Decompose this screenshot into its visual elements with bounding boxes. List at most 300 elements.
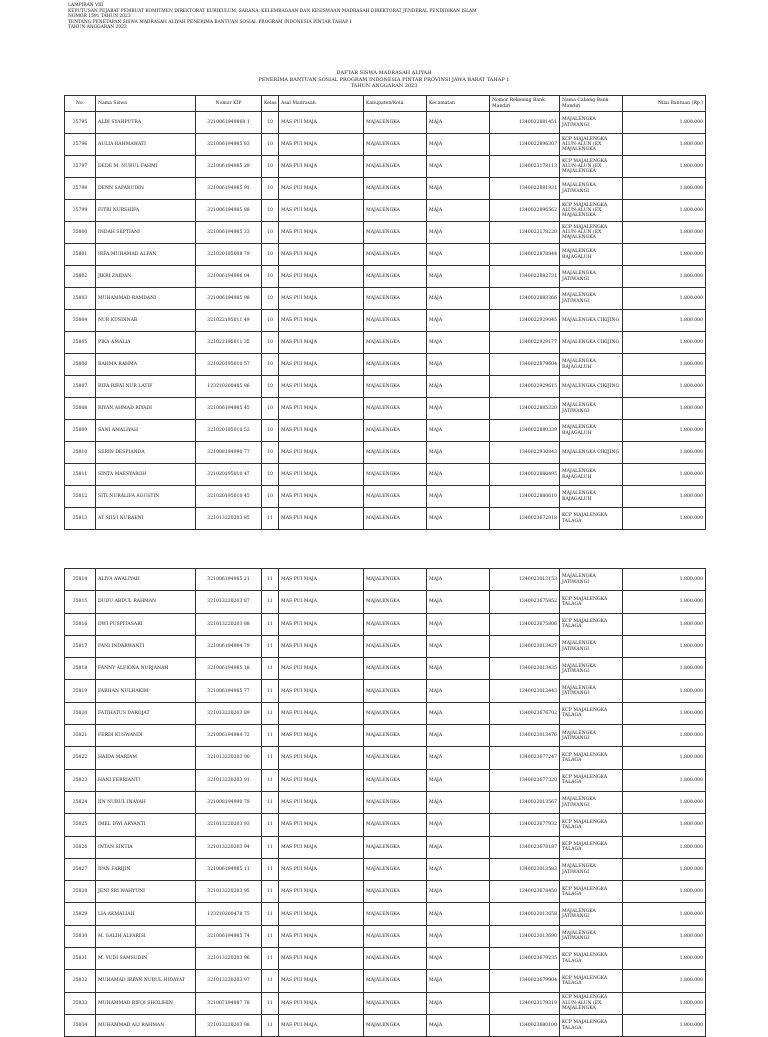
cell-nilai: 1.800.000 <box>623 769 706 791</box>
cell-no: 35817 <box>65 635 96 657</box>
cell-no: 35814 <box>65 569 96 591</box>
cell-kec: MAJA <box>427 948 490 970</box>
cell-madrasah: MAS PUI MAJA <box>279 112 364 134</box>
table-row <box>65 569 706 591</box>
cell-kec: MAJA <box>427 442 490 464</box>
table-row <box>65 200 706 222</box>
table-row <box>65 266 706 288</box>
cell-no: 35819 <box>65 680 96 702</box>
cell-cabang: MAJALENGKA RAJAGALUH <box>560 420 623 442</box>
col-kec-header: Kecamatan <box>427 96 490 112</box>
cell-kec: MAJA <box>427 420 490 442</box>
cell-kab: MAJALENGKA <box>364 858 427 880</box>
cell-nama: PIKA AMALIA <box>96 332 196 354</box>
cell-no: 35812 <box>65 486 96 508</box>
cell-kec: MAJA <box>427 791 490 813</box>
cell-kec: MAJA <box>427 747 490 769</box>
cell-kelas: 11 <box>262 569 279 591</box>
cell-kip: 321008194990 79 <box>196 791 262 813</box>
cell-kip: 321013220203 88 <box>196 613 262 635</box>
cell-rek: 1340023676702 <box>490 702 560 724</box>
cell-kec: MAJA <box>427 134 490 156</box>
cell-kab: MAJALENGKA <box>364 134 427 156</box>
cell-madrasah: MAS PUI MAJA <box>279 992 364 1014</box>
cell-kip: 321006194986 04 <box>196 266 262 288</box>
table-row <box>65 442 706 464</box>
cell-cabang: MAJALENGKA CIKIJING <box>560 332 623 354</box>
cell-nama: MUHAMMAD RAMDANI <box>96 288 196 310</box>
cell-rek: 1340022880495 <box>490 464 560 486</box>
cell-kab: MAJALENGKA <box>364 903 427 925</box>
cell-kip: 321020195010 47 <box>196 464 262 486</box>
cell-nama: DUDU ABDUL RAHMAN <box>96 591 196 613</box>
cell-madrasah: MAS PUI MAJA <box>279 903 364 925</box>
cell-kelas: 10 <box>262 112 279 134</box>
cell-nilai: 1.800.000 <box>623 858 706 880</box>
cell-kec: MAJA <box>427 992 490 1014</box>
cell-kab: MAJALENGKA <box>364 486 427 508</box>
cell-kab: MAJALENGKA <box>364 702 427 724</box>
cell-kelas: 11 <box>262 1014 279 1036</box>
cell-nama: HAIDA MARIAM <box>96 747 196 769</box>
cell-kip: 321006194985 98 <box>196 288 262 310</box>
cell-no: 35803 <box>65 288 96 310</box>
cell-kip: 321006194985 74 <box>196 925 262 947</box>
cell-nama: M. YUDI SAMSUDIN <box>96 948 196 970</box>
cell-no: 35830 <box>65 925 96 947</box>
table-row <box>65 791 706 813</box>
cell-kelas: 10 <box>262 222 279 244</box>
cell-nilai: 1.800.000 <box>623 222 706 244</box>
cell-kab: MAJALENGKA <box>364 508 427 530</box>
cell-kelas: 11 <box>262 680 279 702</box>
cell-no: 35798 <box>65 178 96 200</box>
cell-kab: MAJALENGKA <box>364 925 427 947</box>
table-row <box>65 464 706 486</box>
student-table-1 <box>64 95 706 530</box>
cell-kab: MAJALENGKA <box>364 200 427 222</box>
cell-kelas: 11 <box>262 747 279 769</box>
cell-madrasah: MAS PUI MAJA <box>279 747 364 769</box>
cell-no: 35824 <box>65 791 96 813</box>
cell-kip: 321006194985 21 <box>196 569 262 591</box>
cell-no: 35834 <box>65 1014 96 1036</box>
cell-rek: 1340022882731 <box>490 266 560 288</box>
cell-kec: MAJA <box>427 244 490 266</box>
cell-madrasah: MAS PUI MAJA <box>279 178 364 200</box>
cell-madrasah: MAS PUI MAJA <box>279 836 364 858</box>
cell-madrasah: MAS PUI MAJA <box>279 486 364 508</box>
table-row <box>65 858 706 880</box>
cell-nama: MUHAMMAD ALI RAHMAN <box>96 1014 196 1036</box>
cell-rek: 1340022878844 <box>490 244 560 266</box>
col-nama-header: Nama Siswa <box>96 96 196 112</box>
cell-kab: MAJALENGKA <box>364 970 427 992</box>
table-row <box>65 948 706 970</box>
cell-kip: 321013220203 93 <box>196 814 262 836</box>
cell-no: 35811 <box>65 464 96 486</box>
cell-kec: MAJA <box>427 881 490 903</box>
cell-madrasah: MAS PUI MAJA <box>279 948 364 970</box>
cell-kelas: 10 <box>262 464 279 486</box>
cell-kelas: 10 <box>262 178 279 200</box>
cell-rek: 1340022929177 <box>490 332 560 354</box>
cell-rek: 1340023013567 <box>490 791 560 813</box>
cell-nilai: 1.800.000 <box>623 1014 706 1036</box>
cell-madrasah: MAS PUI MAJA <box>279 156 364 178</box>
cell-kab: MAJALENGKA <box>364 635 427 657</box>
cell-kab: MAJALENGKA <box>364 266 427 288</box>
cell-kelas: 10 <box>262 244 279 266</box>
col-kab-header: Kabupaten/Kota <box>364 96 427 112</box>
table-row <box>65 725 706 747</box>
cell-cabang: MAJALENGKA JATIWANGI <box>560 112 623 134</box>
cell-no: 35813 <box>65 508 96 530</box>
cell-kec: MAJA <box>427 156 490 178</box>
cell-rek: 1340023677932 <box>490 814 560 836</box>
cell-kec: MAJA <box>427 508 490 530</box>
cell-kip: 321013220203 89 <box>196 702 262 724</box>
cell-cabang: MAJALENGKA RAJAGALUH <box>560 354 623 376</box>
cell-cabang: KCP MAJALENGKA ALUN-ALUN (EX MAJALENGKA <box>560 156 623 178</box>
cell-nama: ALDI SYAHPUTRA <box>96 112 196 134</box>
cell-kip: 321020195010 45 <box>196 486 262 508</box>
header-line: TAHUN ANGGARAN 2023 <box>68 25 127 31</box>
cell-kec: MAJA <box>427 486 490 508</box>
cell-kab: MAJALENGKA <box>364 376 427 398</box>
cell-kelas: 11 <box>262 858 279 880</box>
cell-nilai: 1.800.000 <box>623 508 706 530</box>
cell-madrasah: MAS PUI MAJA <box>279 769 364 791</box>
cell-nilai: 1.800.000 <box>623 569 706 591</box>
cell-kec: MAJA <box>427 903 490 925</box>
cell-no: 35829 <box>65 903 96 925</box>
cell-kip: 123210200485 86 <box>196 376 262 398</box>
cell-kab: MAJALENGKA <box>364 814 427 836</box>
header-line: TENTANG PENETAPAN SISWA MADRASAH ALIYAH PENERIMA BANTUAN SOSIAL PROGRAM INDONESIA PINTAR TAHAP 1 <box>68 19 353 25</box>
cell-nilai: 1.800.000 <box>623 112 706 134</box>
cell-kec: MAJA <box>427 288 490 310</box>
col-cabang-header: Nama Cabang Bank Mandiri <box>560 96 623 112</box>
cell-kab: MAJALENGKA <box>364 244 427 266</box>
cell-rek: 1340023679904 <box>490 970 560 992</box>
cell-nilai: 1.800.000 <box>623 814 706 836</box>
cell-kelas: 10 <box>262 266 279 288</box>
cell-kelas: 11 <box>262 635 279 657</box>
cell-rek: 1340022879604 <box>490 354 560 376</box>
table-row <box>65 992 706 1014</box>
cell-nilai: 1.800.000 <box>623 925 706 947</box>
cell-nilai: 1.800.000 <box>623 288 706 310</box>
cell-kab: MAJALENGKA <box>364 836 427 858</box>
cell-nama: HANI FEBRIANTI <box>96 769 196 791</box>
cell-kec: MAJA <box>427 658 490 680</box>
cell-nilai: 1.800.000 <box>623 486 706 508</box>
cell-kip: 321006194985 88 <box>196 200 262 222</box>
table-row <box>65 310 706 332</box>
cell-nilai: 1.800.000 <box>623 332 706 354</box>
cell-kab: MAJALENGKA <box>364 332 427 354</box>
cell-kip: 321013220203 87 <box>196 591 262 613</box>
cell-nilai: 1.800.000 <box>623 244 706 266</box>
cell-rek: 1340023013443 <box>490 680 560 702</box>
cell-kip: 321013220203 95 <box>196 881 262 903</box>
table-row <box>65 354 706 376</box>
cell-no: 35804 <box>65 310 96 332</box>
cell-kip: 321006194985 11 <box>196 858 262 880</box>
cell-kab: MAJALENGKA <box>364 725 427 747</box>
table-row <box>65 591 706 613</box>
cell-kab: MAJALENGKA <box>364 658 427 680</box>
cell-rek: 1340022880339 <box>490 420 560 442</box>
cell-kelas: 10 <box>262 288 279 310</box>
cell-nama: SERIN DESPIANDA <box>96 442 196 464</box>
cell-kelas: 10 <box>262 420 279 442</box>
cell-nama: NUR KUSDINAR <box>96 310 196 332</box>
cell-nama: DWI PUSPITASARI <box>96 613 196 635</box>
cell-nilai: 1.800.000 <box>623 881 706 903</box>
cell-madrasah: MAS PUI MAJA <box>279 702 364 724</box>
cell-nilai: 1.800.000 <box>623 310 706 332</box>
cell-cabang: KCP MAJALENGKA ALUN-ALUN (EX MAJALENGKA <box>560 134 623 156</box>
cell-kab: MAJALENGKA <box>364 569 427 591</box>
cell-kip: 321006194985 29 <box>196 156 262 178</box>
cell-cabang: KCP MAJALENGKA TALAGA <box>560 814 623 836</box>
cell-kec: MAJA <box>427 376 490 398</box>
table-row <box>65 112 706 134</box>
table-row <box>65 613 706 635</box>
cell-kip: 321006194985 77 <box>196 680 262 702</box>
cell-nilai: 1.800.000 <box>623 970 706 992</box>
cell-kab: MAJALENGKA <box>364 769 427 791</box>
header-line: LAMPIRAN VIII <box>68 3 104 8</box>
table-row <box>65 769 706 791</box>
cell-kab: MAJALENGKA <box>364 613 427 635</box>
cell-cabang: MAJALENGKA CIKIJING <box>560 376 623 398</box>
cell-cabang: MAJALENGKA CIKIJING <box>560 310 623 332</box>
cell-kelas: 11 <box>262 769 279 791</box>
cell-nilai: 1.800.000 <box>623 658 706 680</box>
cell-no: 35818 <box>65 658 96 680</box>
cell-no: 35809 <box>65 420 96 442</box>
cell-kec: MAJA <box>427 970 490 992</box>
cell-nama: M. GALIH ALFARISI <box>96 925 196 947</box>
cell-nama: FITRI NURSHIFA <box>96 200 196 222</box>
cell-kab: MAJALENGKA <box>364 442 427 464</box>
cell-madrasah: MAS PUI MAJA <box>279 970 364 992</box>
cell-kip: 321013220203 91 <box>196 769 262 791</box>
cell-nama: DEDE M. NURUL FAHMI <box>96 156 196 178</box>
cell-cabang: KCP MAJALENGKA TALAGA <box>560 508 623 530</box>
cell-cabang: MAJALENGKA JATIWANGI <box>560 569 623 591</box>
cell-nama: DENN SAPARUDIN <box>96 178 196 200</box>
cell-cabang: MAJALENGKA JATIWANGI <box>560 398 623 420</box>
table-row <box>65 398 706 420</box>
cell-kip: 321007194987 78 <box>196 992 262 1014</box>
cell-no: 35833 <box>65 992 96 1014</box>
cell-kip: 321013220203 94 <box>196 836 262 858</box>
cell-madrasah: MAS PUI MAJA <box>279 354 364 376</box>
cell-nama: FARHAN NULHAKIM <box>96 680 196 702</box>
cell-kec: MAJA <box>427 613 490 635</box>
cell-nilai: 1.800.000 <box>623 420 706 442</box>
cell-nilai: 1.800.000 <box>623 376 706 398</box>
cell-madrasah: MAS PUI MAJA <box>279 464 364 486</box>
cell-nama: LIA AKMALIAH <box>96 903 196 925</box>
cell-kip: 321022195011 49 <box>196 310 262 332</box>
cell-kec: MAJA <box>427 925 490 947</box>
cell-rek: 1340023013583 <box>490 858 560 880</box>
cell-cabang: KCP MAJALENGKA ALUN-ALUN (EX MAJALENGKA <box>560 992 623 1014</box>
cell-kec: MAJA <box>427 569 490 591</box>
col-kelas-header: Kelas <box>262 96 279 112</box>
cell-kelas: 11 <box>262 702 279 724</box>
cell-madrasah: MAS PUI MAJA <box>279 508 364 530</box>
cell-cabang: KCP MAJALENGKA TALAGA <box>560 836 623 858</box>
cell-kip: 123210200478 75 <box>196 903 262 925</box>
cell-kec: MAJA <box>427 222 490 244</box>
cell-nama: FERDI KUSWANDI <box>96 725 196 747</box>
cell-no: 35796 <box>65 134 96 156</box>
cell-madrasah: MAS PUI MAJA <box>279 244 364 266</box>
table-row <box>65 244 706 266</box>
cell-rek: 1340023178220 <box>490 222 560 244</box>
cell-no: 35826 <box>65 836 96 858</box>
table-row <box>65 836 706 858</box>
cell-cabang: MAJALENGKA JATIWANGI <box>560 635 623 657</box>
cell-nama: FANNY ALFIONA NURJANAH <box>96 658 196 680</box>
table-row <box>65 376 706 398</box>
cell-kelas: 10 <box>262 376 279 398</box>
cell-no: 35823 <box>65 769 96 791</box>
cell-nilai: 1.800.000 <box>623 725 706 747</box>
cell-rek: 1340023013476 <box>490 725 560 747</box>
cell-madrasah: MAS PUI MAJA <box>279 222 364 244</box>
cell-kec: MAJA <box>427 200 490 222</box>
table-row <box>65 814 706 836</box>
col-no-header: No. <box>65 96 96 112</box>
table-row <box>65 702 706 724</box>
header-line: KEPUTUSAN PEJABAT PEMBUAT KOMITMEN DIREKTORAT KURIKULUM, SARANA, KELEMBAGAAN DAN KESISWAAN MADRASAH DIREKTORAT JENDERAL PENDIDIKAN ISLAM <box>68 8 477 14</box>
cell-rek: 1340023677247 <box>490 747 560 769</box>
cell-kip: 321022195011 35 <box>196 332 262 354</box>
table-row <box>65 420 706 442</box>
cell-no: 35808 <box>65 398 96 420</box>
cell-kelas: 11 <box>262 992 279 1014</box>
cell-nilai: 1.800.000 <box>623 948 706 970</box>
cell-nama: JENI SRI WAHYUNI <box>96 881 196 903</box>
cell-nilai: 1.800.000 <box>623 178 706 200</box>
cell-kip: 321008194990 77 <box>196 442 262 464</box>
cell-no: 35827 <box>65 858 96 880</box>
cell-kelas: 11 <box>262 814 279 836</box>
cell-madrasah: MAS PUI MAJA <box>279 791 364 813</box>
cell-nama: JIKRI ZAIDAN <box>96 266 196 288</box>
cell-kab: MAJALENGKA <box>364 680 427 702</box>
cell-kelas: 11 <box>262 591 279 613</box>
cell-rek: 1340022881451 <box>490 112 560 134</box>
cell-no: 35801 <box>65 244 96 266</box>
table-row <box>65 925 706 947</box>
cell-cabang: KCP MAJALENGKA TALAGA <box>560 881 623 903</box>
cell-nama: FATIHATUS DAROJAT <box>96 702 196 724</box>
cell-rek: 1340022880610 <box>490 486 560 508</box>
cell-nilai: 1.800.000 <box>623 266 706 288</box>
cell-kip: 321020195010 52 <box>196 420 262 442</box>
table-body-1 <box>65 112 706 530</box>
cell-no: 35806 <box>65 354 96 376</box>
cell-rek: 1340023675852 <box>490 591 560 613</box>
cell-kec: MAJA <box>427 680 490 702</box>
table-header-row <box>65 96 706 112</box>
cell-cabang: KCP MAJALENGKA TALAGA <box>560 1014 623 1036</box>
cell-rek: 1340023677320 <box>490 769 560 791</box>
cell-kelas: 11 <box>262 791 279 813</box>
cell-kab: MAJALENGKA <box>364 288 427 310</box>
title-line: PENERIMA BANTUAN SOSIAL PROGRAM INDONESIA PINTAR PROVINSI JAWA BARAT TAHAP 1 <box>258 76 510 83</box>
cell-nilai: 1.800.000 <box>623 680 706 702</box>
cell-kec: MAJA <box>427 814 490 836</box>
cell-rek: 1340023013658 <box>490 903 560 925</box>
cell-kip: 321006194985 83 <box>196 134 262 156</box>
table-row <box>65 134 706 156</box>
cell-kelas: 11 <box>262 903 279 925</box>
cell-cabang: KCP MAJALENGKA TALAGA <box>560 970 623 992</box>
cell-kip: 321006194985 45 <box>196 398 262 420</box>
table-row <box>65 508 706 530</box>
cell-kec: MAJA <box>427 858 490 880</box>
cell-rek: 1340023678450 <box>490 881 560 903</box>
cell-nilai: 1.800.000 <box>623 635 706 657</box>
student-table-2 <box>64 568 706 1037</box>
cell-madrasah: MAS PUI MAJA <box>279 635 364 657</box>
cell-kip: 321006194984 72 <box>196 725 262 747</box>
cell-kelas: 11 <box>262 836 279 858</box>
cell-madrasah: MAS PUI MAJA <box>279 288 364 310</box>
table-row <box>65 178 706 200</box>
cell-rek: 1340022930843 <box>490 442 560 464</box>
cell-rek: 1340023013690 <box>490 925 560 947</box>
cell-kelas: 10 <box>262 200 279 222</box>
header-line: NOMOR 1591 TAHUN 2023 <box>68 14 131 20</box>
cell-kelas: 11 <box>262 658 279 680</box>
cell-kab: MAJALENGKA <box>364 354 427 376</box>
col-madrasah-header: Asal Madrasah <box>279 96 364 112</box>
cell-cabang: KCP MAJALENGKA TALAGA <box>560 747 623 769</box>
cell-cabang: KCP MAJALENGKA TALAGA <box>560 591 623 613</box>
cell-kec: MAJA <box>427 836 490 858</box>
table-row <box>65 881 706 903</box>
cell-no: 35802 <box>65 266 96 288</box>
cell-no: 35810 <box>65 442 96 464</box>
cell-nama: INDAH SEPTIANI <box>96 222 196 244</box>
cell-madrasah: MAS PUI MAJA <box>279 725 364 747</box>
cell-nilai: 1.800.000 <box>623 156 706 178</box>
cell-kelas: 10 <box>262 332 279 354</box>
cell-kec: MAJA <box>427 591 490 613</box>
cell-no: 35825 <box>65 814 96 836</box>
cell-kip: 321006194985 18 <box>196 658 262 680</box>
cell-kip: 321013220203 90 <box>196 747 262 769</box>
cell-nama: RIYAN AHMAD RIYADI <box>96 398 196 420</box>
cell-nama: IMEL DWI ARYANTI <box>96 814 196 836</box>
cell-nama: FANI INDARWANTI <box>96 635 196 657</box>
cell-rek: 1340023672818 <box>490 508 560 530</box>
cell-kip: 321006194985 33 <box>196 222 262 244</box>
table-row <box>65 288 706 310</box>
cell-kip: 321013220203 97 <box>196 970 262 992</box>
cell-madrasah: MAS PUI MAJA <box>279 420 364 442</box>
